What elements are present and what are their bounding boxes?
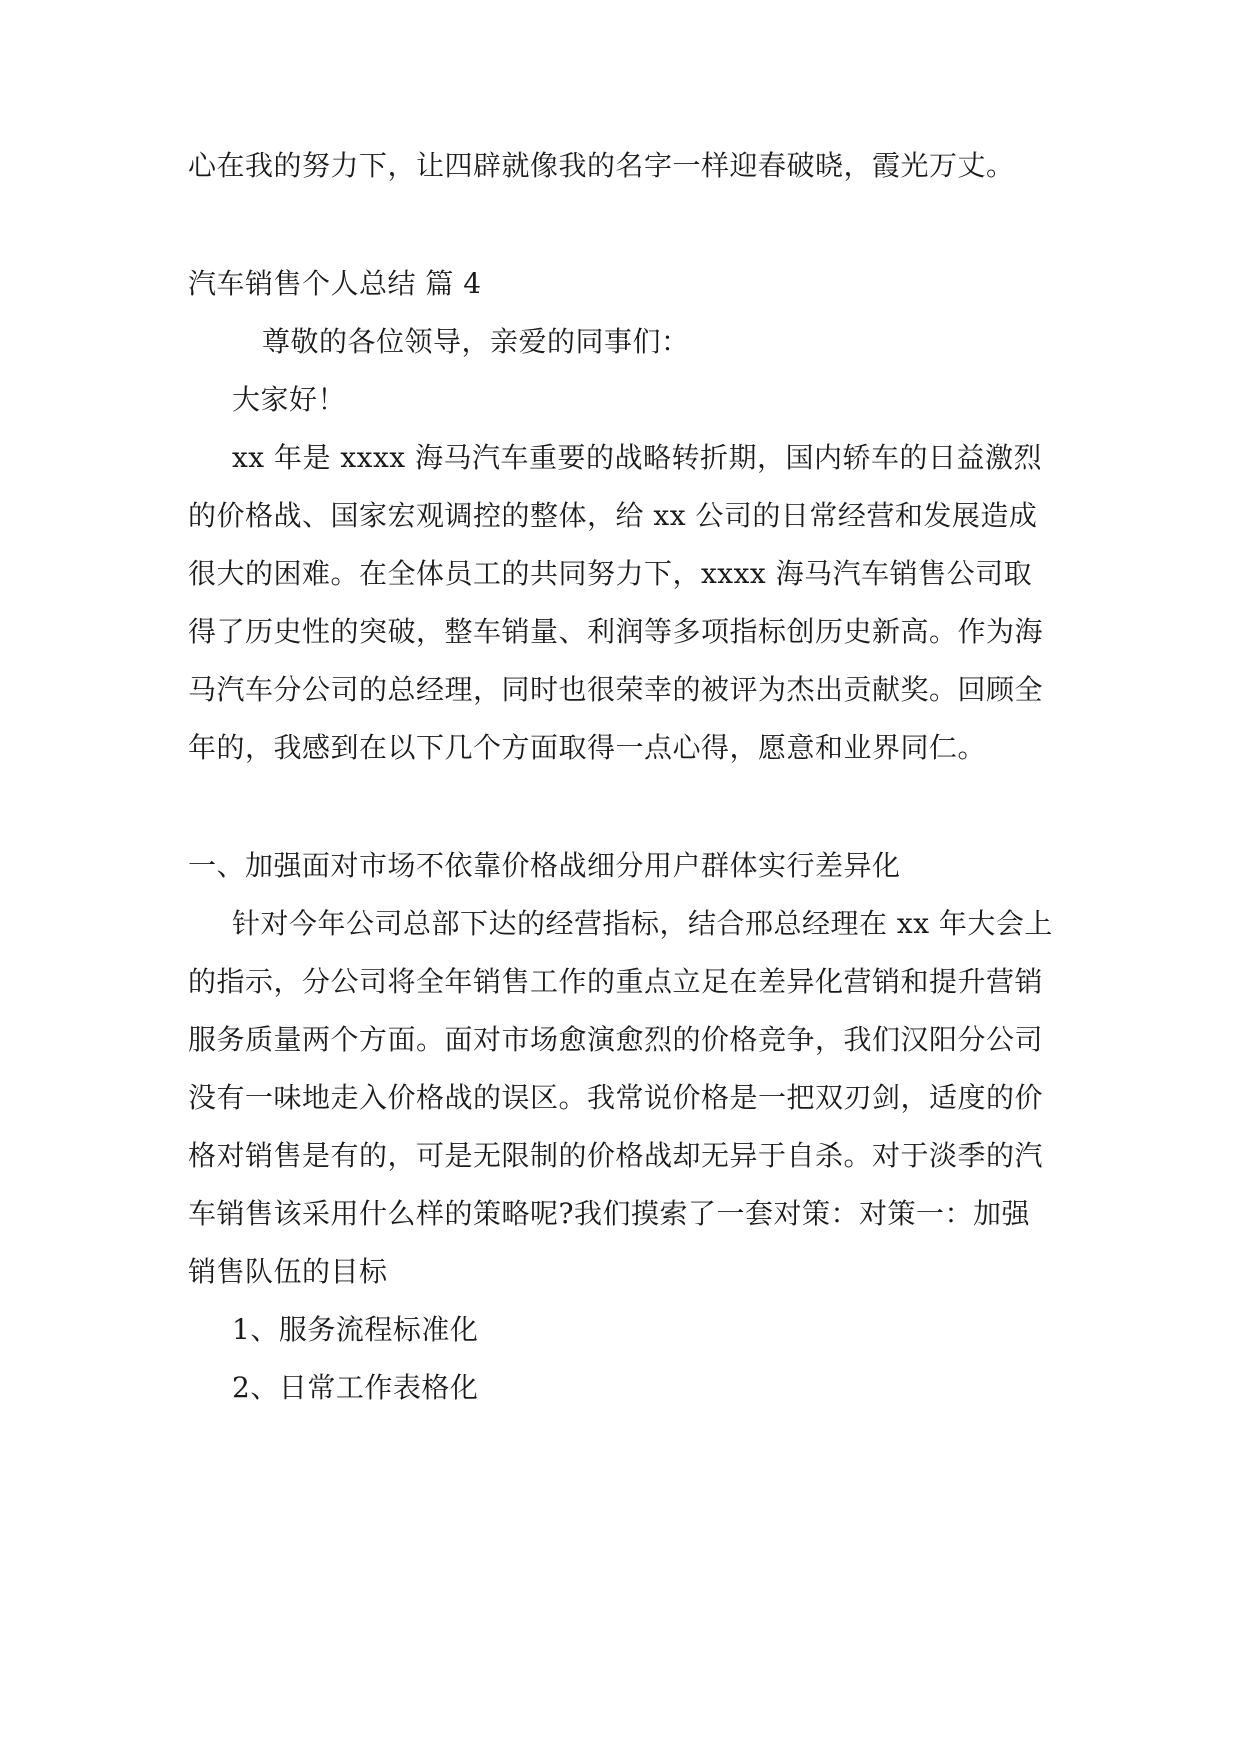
paragraph-line: xx 年是 xxxx 海马汽车重要的战略转折期，国内轿车的日益激烈	[232, 441, 1042, 474]
greeting: 大家好！	[232, 383, 347, 416]
paragraph-line: 车销售该采用什么样的策略呢?我们摸索了一套对策：对策一：加强	[188, 1197, 1031, 1230]
paragraph-line: 很大的困难。在全体员工的共同努力下，xxxx 海马汽车销售公司取	[188, 557, 1033, 590]
section-heading: 汽车销售个人总结 篇 4	[188, 267, 482, 300]
paragraph-line: 针对今年公司总部下达的经营指标，结合邢总经理在 xx 年大会上	[232, 907, 1053, 940]
paragraph-line: 的指示，分公司将全年销售工作的重点立足在差异化营销和提升营销	[188, 965, 1044, 998]
list-item: 1、服务流程标准化	[232, 1313, 479, 1346]
paragraph-line: 的价格战、国家宏观调控的整体，给 xx 公司的日常经营和发展造成	[188, 499, 1038, 532]
section-heading: 一、加强面对市场不依靠价格战细分用户群体实行差异化	[188, 849, 901, 882]
paragraph-line: 得了历史性的突破，整车销量、利润等多项指标创历史新高。作为海	[188, 615, 1044, 648]
paragraph-line: 销售队伍的目标	[188, 1255, 388, 1288]
paragraph-line: 心在我的努力下，让四辟就像我的名字一样迎春破晓，霞光万丈。	[188, 149, 1015, 182]
paragraph-line: 马汽车分公司的总经理，同时也很荣幸的被评为杰出贡献奖。回顾全	[188, 673, 1044, 706]
paragraph-line: 服务质量两个方面。面对市场愈演愈烈的价格竞争，我们汉阳分公司	[188, 1023, 1044, 1056]
paragraph-line: 年的，我感到在以下几个方面取得一点心得，愿意和业界同仁。	[188, 731, 987, 764]
paragraph-line: 没有一味地走入价格战的误区。我常说价格是一把双刃剑，适度的价	[188, 1081, 1044, 1114]
salutation: 尊敬的各位领导，亲爱的同事们：	[262, 325, 690, 358]
list-item: 2、日常工作表格化	[232, 1371, 479, 1404]
paragraph-line: 格对销售是有的，可是无限制的价格战却无异于自杀。对于淡季的汽	[188, 1139, 1044, 1172]
